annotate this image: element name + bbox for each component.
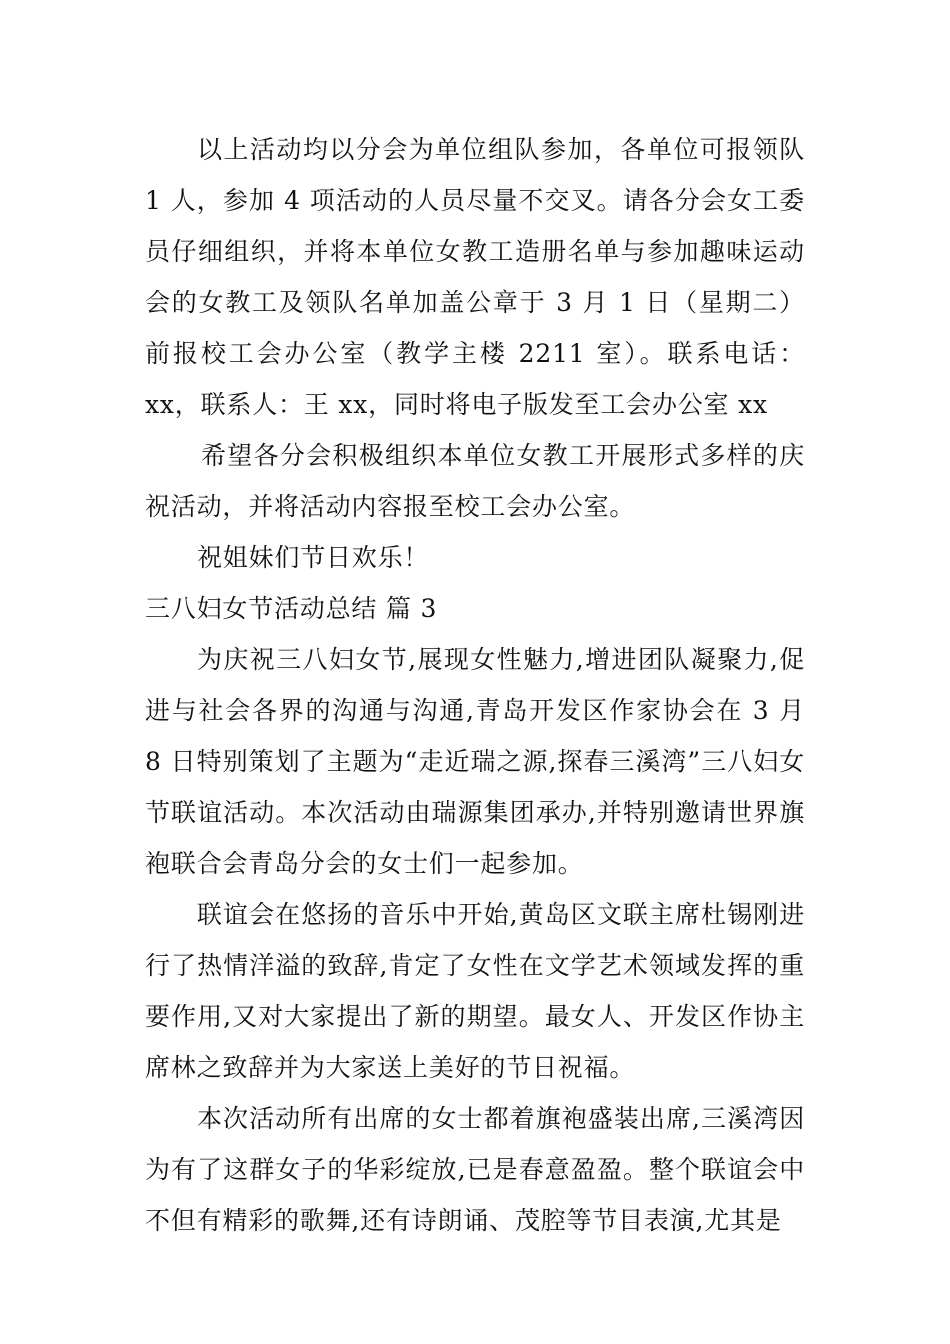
paragraph-event-opening: 联谊会在悠扬的音乐中开始,黄岛区文联主席杜锡刚进行了热情洋溢的致辞,肯定了女性在文学艺术领域发挥的重要作用,又对大家提出了新的期望。最女人、开发区作协主席林之致辞并为大家送上美好的节日祝福。 bbox=[145, 900, 805, 1082]
paragraph-event-intro: 为庆祝三八妇女节,展现女性魅力,增进团队凝聚力,促进与社会各界的沟通与沟通,青岛开发区作家协会在 3 月 8 日特别策划了主题为“走近瑞之源,探春三溪湾”三八妇女节联谊活动。本次活动由瑞源集团承办,并特别邀请世界旗袍联合会青岛分会的女士们一起参加。 bbox=[145, 645, 805, 878]
section-heading: 三八妇女节活动总结 篇 3 bbox=[145, 594, 438, 623]
document-body bbox=[145, 124, 805, 1246]
paragraph-activity-arrangement: 以上活动均以分会为单位组队参加，各单位可报领队 1 人，参加 4 项活动的人员尽量不交叉。请各分会女工委员仔细组织，并将本单位女教工造册名单与参加趣味运动会的女教工及领队名单加盖公章于 3 月 1 日（星期二）前报校工会办公室（教学主楼 2211 室）。联系电话：xx，联系人：王 xx，同时将电子版发至工会办公室 xx bbox=[145, 135, 805, 419]
paragraph-hope: 希望各分会积极组织本单位女教工开展形式多样的庆祝活动，并将活动内容报至校工会办公室。 bbox=[145, 441, 805, 521]
paragraph-blessing: 祝姐妹们节日欢乐！ bbox=[197, 543, 430, 572]
paragraph-event-performances: 本次活动所有出席的女士都着旗袍盛装出席,三溪湾因为有了这群女子的华彩绽放,已是春意盈盈。整个联谊会中不但有精彩的歌舞,还有诗朗诵、茂腔等节目表演,尤其是 bbox=[145, 1104, 805, 1235]
